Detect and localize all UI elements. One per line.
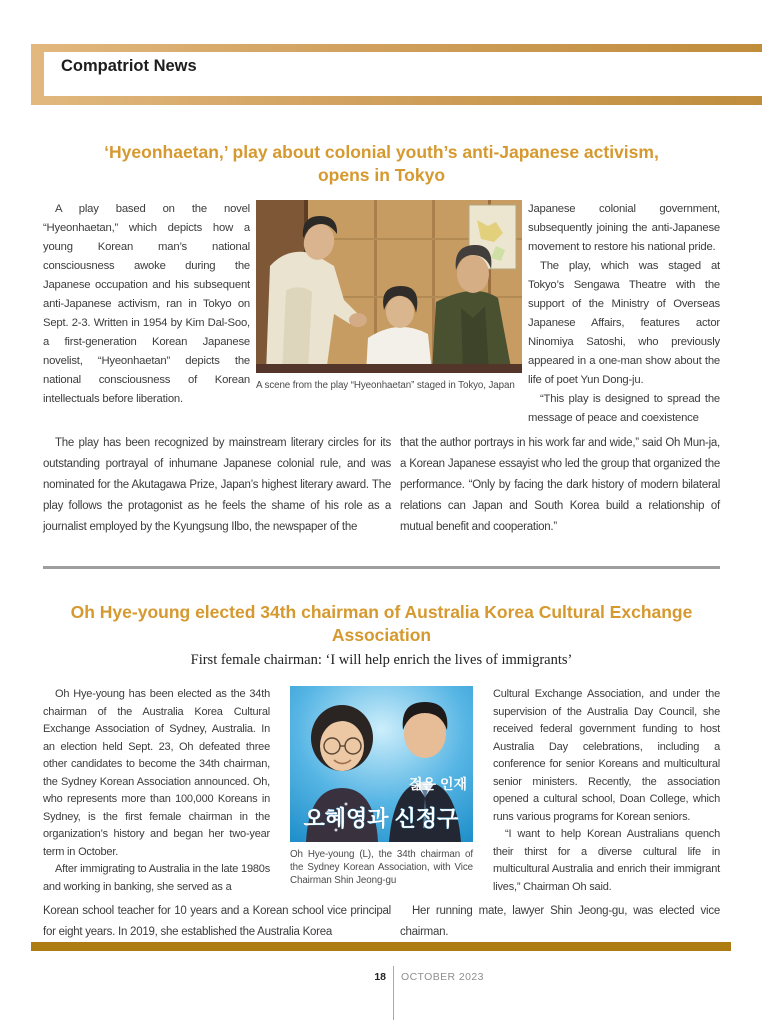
article2-paragraph: Korean school teacher for 10 years and a Korean school vice principal for eight years. In 2019, she established the Australia Korea (43, 905, 391, 938)
article2-photo-caption: Oh Hye-young (L), the 34th chairman of the Sydney Korean Association, with Vice Chairman Shin Jeong-gu (290, 849, 473, 886)
photo-overlay-large-text: 오혜영과 신정구 (303, 806, 459, 831)
section-divider (43, 566, 720, 569)
article2-paragraph: Oh Hye-young has been elected as the 34th chairman of the Australia Korea Cultural Exchange Association of Sydney, Australia. In an election held Sept. 23, Oh defeated three other candidates to become the 34th chairman, the Sydney Korean Association announced. Oh, who represents more than 100,000 Koreans in Sydney, is the first female chairman in the organization’s history and began her two-year term in October. (43, 688, 270, 858)
article1-headline-line1: ‘Hyeonhaetan,’ play about colonial youth’s anti-Japanese activism, (104, 142, 659, 162)
article2-right-column (493, 686, 720, 896)
article-oh-hye-young (43, 601, 720, 943)
article2-photo-figure (290, 686, 473, 896)
article1-photo-figure (256, 200, 522, 428)
footer-divider-rule (393, 966, 394, 1020)
article1-paragraph: The play, which was staged at Tokyo’s Sengawa Theatre with the support of the Ministry of Overseas Japanese Affairs, features actor Ninomiya Satoshi, who previously appeared in a one-man show about the life of poet Yun Dong-ju. (528, 260, 720, 386)
issue-date: OCTOBER 2023 (401, 971, 484, 983)
photo-overlay-small-text: 젊은 인재 (409, 776, 467, 792)
header-gold-band (31, 44, 762, 105)
page-content (43, 141, 720, 943)
article1-headline-line2: opens in Tokyo (317, 165, 446, 185)
article2-paragraph: After immigrating to Australia in the late 1980s and working in banking, she served as a (43, 863, 270, 893)
article2-headline-line2: Association (331, 625, 432, 645)
article2-subtitle: First female chairman: ‘I will help enrich the lives of immigrants’ (190, 652, 573, 668)
article1-headline (43, 141, 720, 187)
article1-bottom-row (43, 433, 720, 538)
article2-headline (43, 601, 720, 647)
page-number: 18 (374, 971, 386, 983)
section-title: Compatriot News (61, 57, 197, 75)
article1-photo-caption: A scene from the play “Hyeonhaetan” staged in Tokyo, Japan (256, 380, 515, 391)
article2-headline-line1: Oh Hye-young elected 34th chairman of Australia Korea Cultural Exchange (70, 602, 693, 622)
article2-paragraph: Her running mate, lawyer Shin Jeong-gu, was elected vice chairman. (400, 905, 720, 938)
header-title-panel (44, 52, 762, 96)
article1-paragraph: Japanese colonial government, subsequently joining the anti-Japanese movement to restore his national pride. (528, 203, 720, 253)
theater-scene-photo (256, 200, 522, 373)
article2-paragraph: “I want to help Korean Australians quench their thirst for a diverse cultural life in multicultural Australia and enrich their immigrant lives,” Chairman Oh said. (493, 828, 720, 893)
article1-paragraph: “This play is designed to spread the message of peace and coexistence (528, 393, 720, 424)
article2-paragraph: Cultural Exchange Association, and under the supervision of the Australia Day Council, she received federal government funding to host Australia Day celebrations, including a conference for senior Koreans and multicultural senior ministers. Recently, the association opened a cultural school, Doan College, which runs various programs for Korean seniors. (493, 688, 720, 823)
article1-right-column (528, 200, 720, 428)
article1-paragraph: A play based on the novel “Hyeonhaetan,” which depicts how a young Korean man’s national consciousness awoke during the Japanese occupation and his subsequent anti-Japanese activism, ran in Tokyo on Sept. 2-3. Written in 1954 by Kim Dal-Soo, a first-generation Korean Japanese novelist, “Hyeonhaetan” depicts the national consciousness of Korean intellectuals before liberation. (43, 203, 250, 405)
article1-paragraph: that the author portrays in his work far and wide,” said Oh Mun-ja, a Korean Japanese essayist who led the group that organized the performance. “Only by facing the dark history of modern bilateral relations can Japan and South Korea build a relationship of mutual benefit and cooperation.” (400, 437, 720, 533)
article1-left-column (43, 200, 250, 428)
article-hyeonhaetan (43, 141, 720, 538)
article2-left-column (43, 686, 270, 896)
article2-bottom-row (43, 901, 720, 943)
article1-paragraph: The play has been recognized by mainstream literary circles for its outstanding portrayal of inhumane Japanese colonial rule, and was nominated for the Akutagawa Prize, Japan’s highest literary award. The play follows the protagonist as he feels the shame of his role as a journalist employed by the Kyungsung Ilbo, the newspaper of the (43, 437, 391, 533)
chairman-portrait-photo (290, 686, 473, 842)
footer-gold-band (31, 942, 731, 951)
